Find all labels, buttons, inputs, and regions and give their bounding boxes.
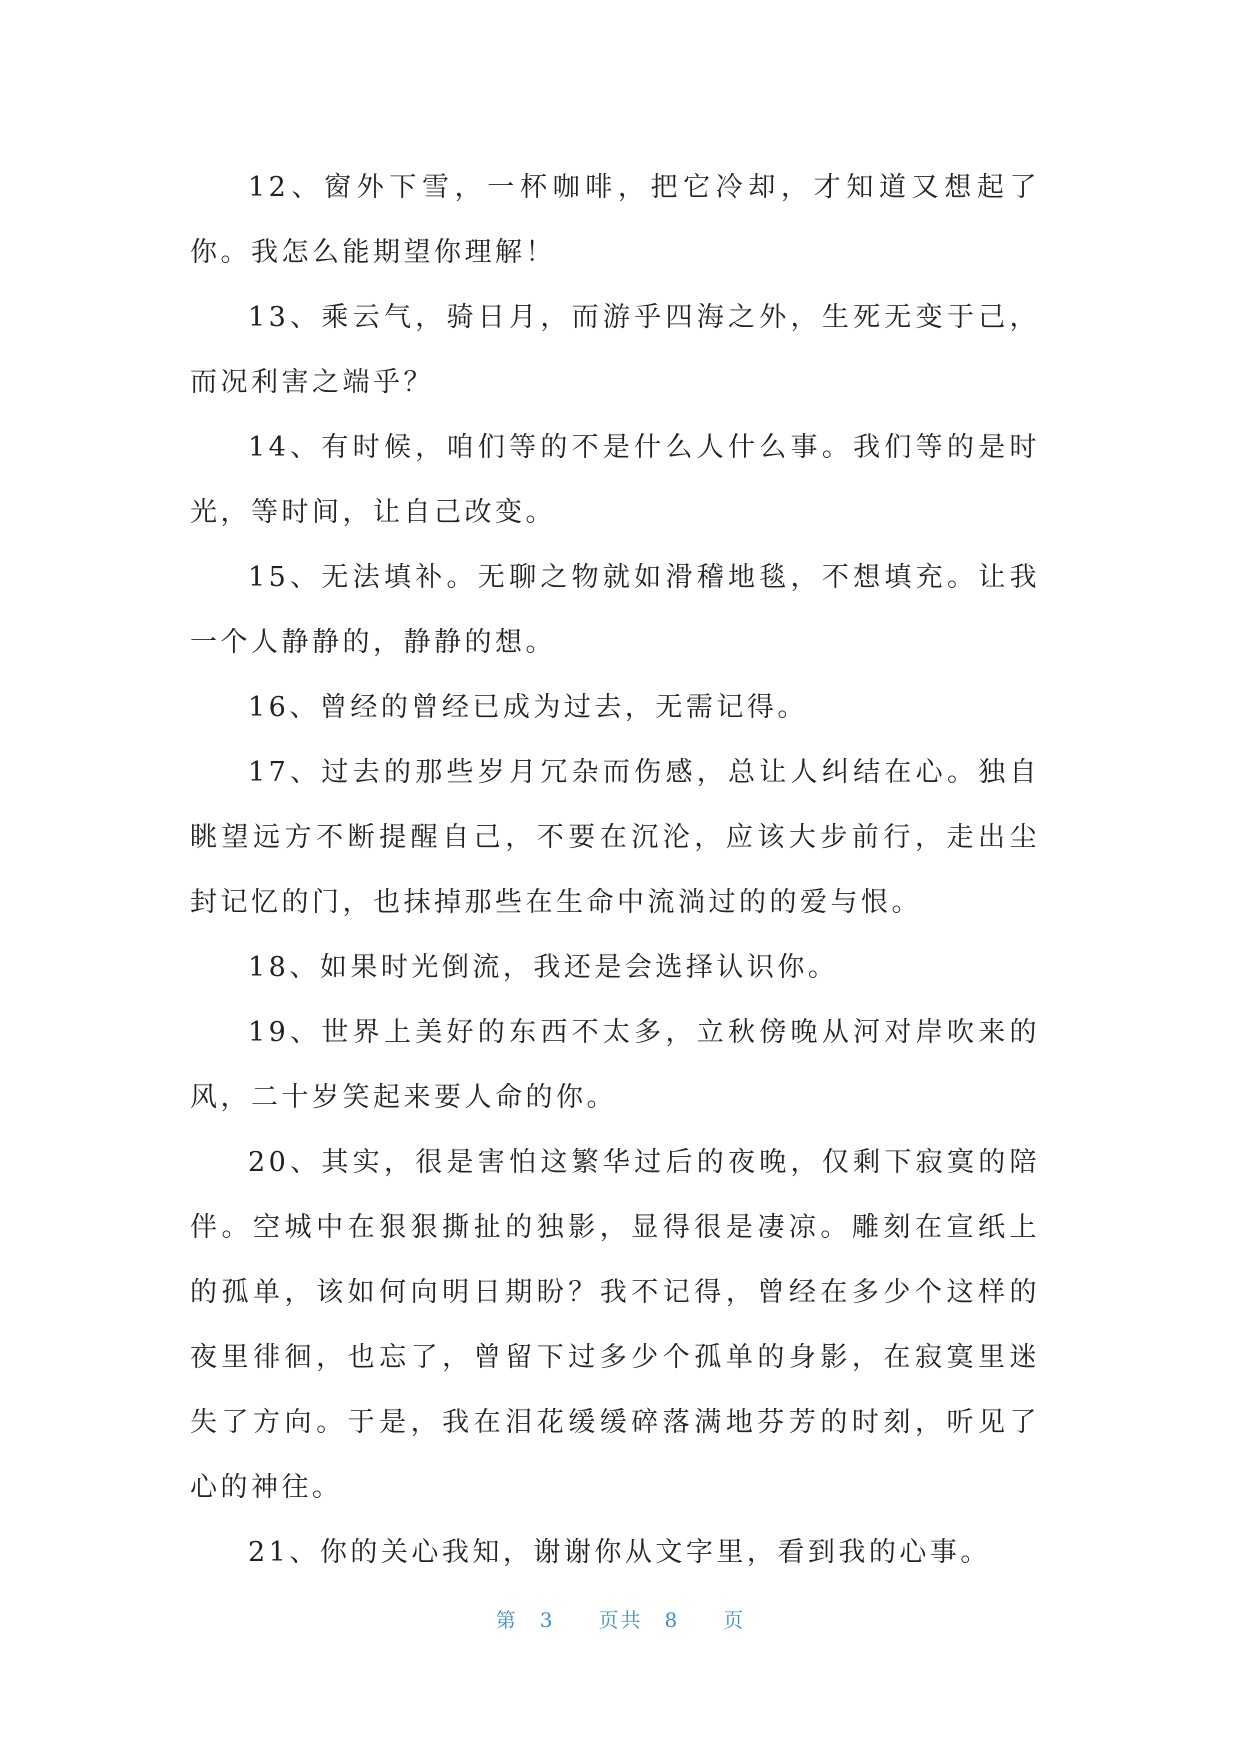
document-body bbox=[190, 155, 1040, 1585]
paragraph-15: 15、无法填补。无聊之物就如滑稽地毯，不想填充。让我一个人静静的，静静的想。 bbox=[190, 562, 1040, 658]
paragraph-19: 19、世界上美好的东西不太多，立秋傍晚从河对岸吹来的风，二十岁笑起来要人命的你。 bbox=[190, 1017, 1040, 1113]
footer-middle: 页共 bbox=[598, 1608, 643, 1632]
paragraph-20: 20、其实，很是害怕这繁华过后的夜晚，仅剩下寂寞的陪伴。空城中在狠狠撕扯的独影，显得很是凄凉。雕刻在宣纸上的孤单，该如何向明日期盼？我不记得，曾经在多少个这样的夜里徘徊，也忘了，曾留下过多少个孤单的身影，在寂寞里迷失了方向。于是，我在泪花缓缓碎落满地芬芳的时刻，听见了心的神往。 bbox=[190, 1147, 1040, 1503]
paragraph-18: 18、如果时光倒流，我还是会选择认识你。 bbox=[248, 952, 839, 983]
paragraph-21: 21、你的关心我知，谢谢你从文字里，看到我的心事。 bbox=[248, 1537, 991, 1568]
footer-suffix: 页 bbox=[723, 1608, 746, 1632]
footer-prefix: 第 bbox=[495, 1608, 518, 1632]
footer-current-page: 3 bbox=[539, 1608, 555, 1632]
page-footer bbox=[0, 1604, 1241, 1633]
paragraph-14: 14、有时候，咱们等的不是什么人什么事。我们等的是时光，等时间，让自己改变。 bbox=[190, 432, 1040, 528]
paragraph-13: 13、乘云气，骑日月，而游乎四海之外，生死无变于己，而况利害之端乎？ bbox=[190, 302, 1040, 398]
paragraph-12: 12、窗外下雪，一杯咖啡，把它冷却，才知道又想起了你。我怎么能期望你理解！ bbox=[190, 172, 1040, 268]
paragraph-17: 17、过去的那些岁月冗杂而伤感，总让人纠结在心。独自眺望远方不断提醒自己，不要在沉沦，应该大步前行，走出尘封记忆的门，也抹掉那些在生命中流淌过的的爱与恨。 bbox=[190, 757, 1040, 918]
paragraph-16: 16、曾经的曾经已成为过去，无需记得。 bbox=[248, 692, 808, 723]
footer-total-pages: 8 bbox=[664, 1608, 680, 1632]
